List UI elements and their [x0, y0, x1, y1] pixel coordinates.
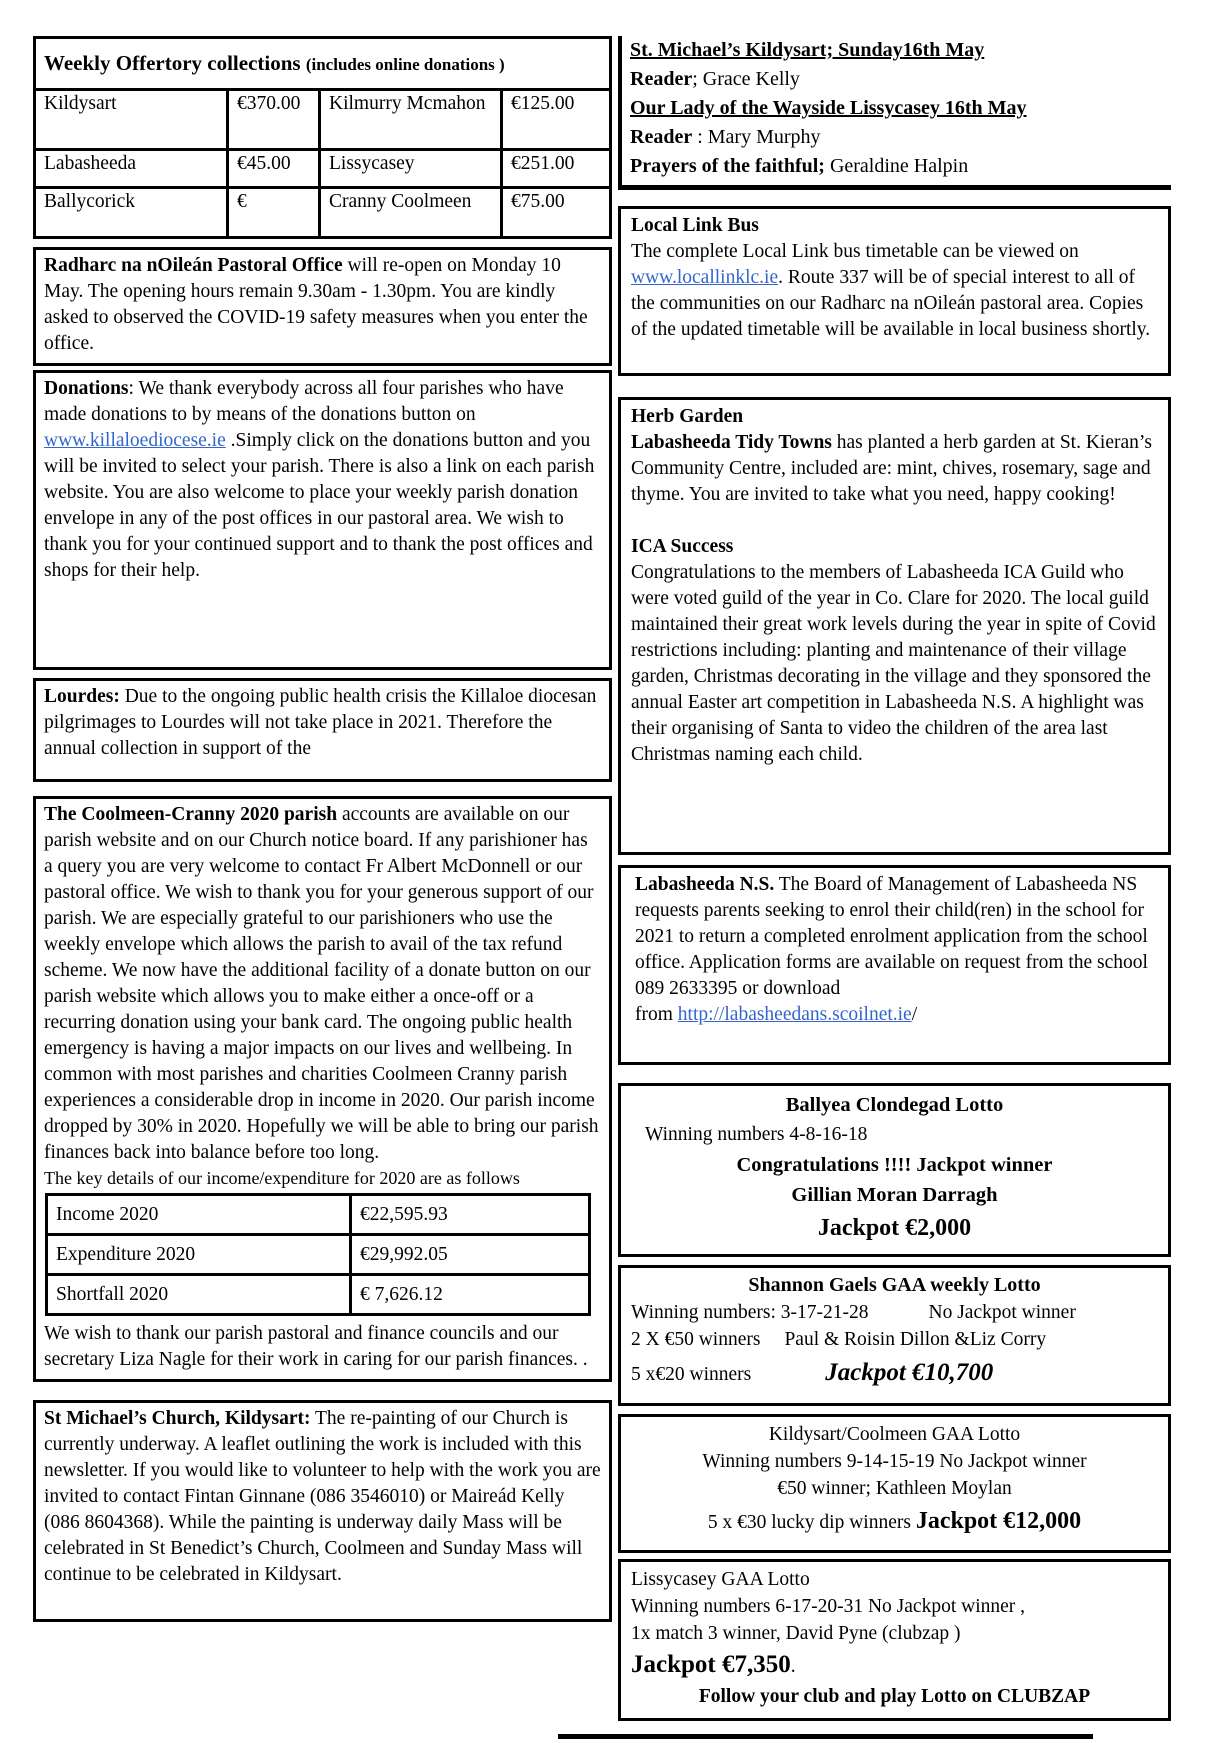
ballyea-congrats-line: Congratulations !!!! Jackpot winner — [736, 1154, 1053, 1176]
labasheeda-ns-section — [618, 865, 1171, 1065]
shannon-winning-numbers: Winning numbers: 3-17-21-28 — [631, 1302, 869, 1323]
lissycasey-jackpot-period: . — [790, 1656, 796, 1677]
pastoral-office-heading: Radharc na nOileán Pastoral Office — [44, 255, 343, 276]
kildysart-reader-line — [630, 65, 1171, 94]
coolmeen-paragraph — [44, 802, 601, 1166]
local-link-text — [631, 239, 1158, 343]
finance-value: €29,992.05 — [351, 1235, 590, 1275]
ica-success-text: Congratulations to the members of Labasheeda ICA Guild who were voted guild of the year in Co. Clare for 2020. The local guild maintained their great work levels during the year in spite of Covid restrictions including: planting and maintenance of their village garden, Christmas decorating in the village and they sponsored the annual Easter art competition in Labasheeda N.S. A highlight was their organising of Santa to video the children of the area last Christmas naming each child. — [631, 562, 1156, 765]
lissycasey-lotto-title: Lissycasey GAA Lotto — [631, 1569, 810, 1590]
labasheeda-ns-heading: Labasheeda N.S. — [635, 874, 775, 895]
ica-success-heading: ICA Success — [631, 536, 734, 557]
shannon-jackpot: Jackpot €10,700 — [825, 1359, 994, 1386]
finance-label: Income 2020 — [47, 1195, 351, 1235]
shannon-twenty-winners: 5 x€20 winners — [631, 1364, 752, 1385]
reader-label: Reader — [630, 68, 693, 90]
st-michaels-church-section — [33, 1400, 612, 1622]
herb-garden-heading: Herb Garden — [631, 406, 744, 427]
offertory-cell: €370.00 — [228, 90, 320, 150]
lissycasey-match3-winner: 1x match 3 winner, David Pyne (clubzap ) — [631, 1623, 961, 1644]
offertory-cell: Kilmurry Mcmahon — [320, 90, 502, 150]
key-details-line: The key details of our income/expenditure for 2020 are as follows — [44, 1168, 520, 1188]
coolmeen-text: accounts are available on our parish website and on our Church notice board. If any parishioner has a query you are very welcome to contact Fr Albert McDonnell or our pastoral office. We wish to thank you for your generous support of our parish. We are especially grateful to our parishioners who use the weekly envelope which allows the parish to avail of the tax refund scheme. We now have the additional facility of a donate button on our parish website which allows you to make either a once-off or a recurring donation using your bank card. The ongoing public health emergency is having a major impacts on our lives and wellbeing. In common with most parishes and charities Coolmeen Cranny parish experiences a considerable drop in income in 2020. Our parish income dropped by 30% in 2020. Hopefully we will be able to bring our parish finances back into balance before too long. — [44, 804, 599, 1163]
finance-row-shortfall — [47, 1275, 590, 1315]
donations-text-before: : We thank everybody across all four parishes who have made donations to by means of the donations button on — [44, 378, 564, 425]
kildysart-jackpot: Jackpot €12,000 — [915, 1508, 1082, 1534]
shannon-twenty-winners-line — [631, 1353, 1158, 1395]
right-column — [618, 36, 1171, 1721]
st-michaels-church-text: The re-painting of our Church is currently underway. A leaflet outlining the work is included with this newsletter. If you would like to volunteer to help with the work you are invited to contact Fintan Ginnane (086 3546010) or Maireád Kelly (086 8604368). While the painting is underway daily Mass will be celebrated in St Benedict’s Church, Coolmeen and Sunday Mass will continue to be celebrated in Kildysart. — [44, 1408, 601, 1585]
labasheeda-ns-after-link: / — [911, 1004, 918, 1025]
kildysart-fifty-winner: €50 winner; Kathleen Moylan — [777, 1478, 1012, 1499]
shannon-winning-numbers-line — [631, 1299, 1158, 1326]
finance-table — [45, 1193, 591, 1316]
left-column — [33, 36, 612, 1622]
pastoral-office-text: will re-open on Monday 10 May. The opening hours remain 9.30am - 1.30pm. You are kindly asked to observed the COVID-19 safety measures when you enter the office. — [44, 255, 588, 354]
pastoral-office-section — [33, 247, 612, 366]
lissycasey-reader-line — [630, 123, 1171, 152]
ballyea-jackpot: Jackpot €2,000 — [817, 1215, 972, 1241]
mass-readers-section — [618, 36, 1171, 190]
lourdes-text: Due to the ongoing public health crisis the Killaloe diocesan pilgrimages to Lourdes will not take place in 2021. Therefore the annual collection in support of the — [44, 686, 597, 759]
finance-label: Shortfall 2020 — [47, 1275, 351, 1315]
lourdes-section — [33, 678, 612, 782]
offertory-cell: €125.00 — [502, 90, 611, 150]
donations-heading: Donations — [44, 378, 129, 399]
offertory-cell: Ballycorick — [35, 188, 228, 238]
prayers-name: Geraldine Halpin — [824, 155, 969, 177]
shannon-fifty-winners-line — [631, 1326, 1158, 1353]
lissycasey-winning-numbers: Winning numbers 6-17-20-31 No Jackpot winner , — [631, 1596, 1026, 1617]
page-bottom-rule — [558, 1734, 1093, 1739]
labasheeda-ns-link-line — [635, 1002, 1158, 1028]
herb-garden-body: has planted a herb garden at St. Kieran’s Community Centre, included are: mint, chives, rosemary, sage and thyme. You are invited to take what you need, happy cooking! — [631, 432, 1152, 505]
offertory-title — [35, 38, 611, 90]
lissycasey-lotto-section — [618, 1559, 1171, 1721]
offertory-cell: Labasheeda — [35, 150, 228, 188]
lissycasey-mass-title: Our Lady of the Wayside Lissycasey 16th May — [630, 97, 1027, 119]
ballyea-winner-name: Gillian Moran Darragh — [791, 1184, 998, 1206]
offertory-title-row — [35, 38, 611, 90]
finance-row-expenditure — [47, 1235, 590, 1275]
ballyea-winning-numbers: Winning numbers 4-8-16-18 — [645, 1124, 868, 1145]
clubzap-footer: Follow your club and play Lotto on CLUBZAP — [698, 1686, 1091, 1707]
shannon-lotto-title: Shannon Gaels GAA weekly Lotto — [748, 1274, 1041, 1296]
reader-name: ; Grace Kelly — [692, 68, 800, 90]
offertory-cell: Lissycasey — [320, 150, 502, 188]
herb-garden-ica-section — [618, 397, 1171, 855]
kildysart-winning-numbers: Winning numbers 9-14-15-19 No Jackpot winner — [702, 1451, 1087, 1472]
finance-value: € 7,626.12 — [351, 1275, 590, 1315]
offertory-row — [35, 188, 611, 238]
offertory-cell: €75.00 — [502, 188, 611, 238]
reader-name: : Mary Murphy — [692, 126, 821, 148]
coolmeen-closing: We wish to thank our parish pastoral and finance councils and our secretary Liza Nagle for their work in caring for our parish finances. . — [44, 1323, 588, 1370]
local-link-after: . Route 337 will be of special interest to all of the communities on our Radharc na nOileán pastoral area. Copies of the updated timetable will be available in local business shortly. — [631, 267, 1151, 340]
kildysart-lotto-title: Kildysart/Coolmeen GAA Lotto — [768, 1424, 1021, 1445]
kildysart-lucky-dip: 5 x €30 lucky dip winners — [707, 1512, 916, 1533]
offertory-table — [33, 36, 612, 239]
coolmeen-heading: The Coolmeen-Cranny 2020 parish — [44, 804, 338, 825]
local-link-url[interactable]: www.locallinklc.ie — [631, 267, 779, 288]
ballyea-lotto-title: Ballyea Clondegad Lotto — [785, 1094, 1004, 1116]
school-website-link[interactable]: http://labasheedans.scoilnet.ie — [677, 1004, 912, 1025]
finance-value: €22,595.93 — [351, 1195, 590, 1235]
herb-garden-text — [631, 430, 1158, 508]
coolmeen-accounts-section — [33, 796, 612, 1382]
tidy-towns-name: Labasheeda Tidy Towns — [631, 432, 832, 453]
labasheeda-ns-text: The Board of Management of Labasheeda NS requests parents seeking to enrol their child(ren) in the school for 2021 to return a completed enrolment application from the school office. Application forms are available on request from the school 089 2633395 or download — [635, 874, 1148, 999]
lissycasey-jackpot-line — [631, 1647, 1158, 1683]
kildysart-lucky-dip-line — [631, 1502, 1158, 1542]
local-link-bus-section — [618, 206, 1171, 376]
labasheeda-ns-from: from — [635, 1004, 678, 1025]
prayers-line — [630, 152, 1171, 181]
shannon-gaels-lotto-section — [618, 1265, 1171, 1406]
prayers-label: Prayers of the faithful; — [630, 155, 825, 177]
offertory-cell: €251.00 — [502, 150, 611, 188]
offertory-title-text: Weekly Offertory collections — [44, 51, 306, 75]
shannon-no-jackpot: No Jackpot winner — [928, 1302, 1076, 1323]
offertory-row — [35, 90, 611, 150]
offertory-cell: € — [228, 188, 320, 238]
shannon-fifty-winners: 2 X €50 winners — [631, 1329, 761, 1350]
finance-label: Expenditure 2020 — [47, 1235, 351, 1275]
kildysart-coolmeen-lotto-section — [618, 1414, 1171, 1553]
lourdes-heading: Lourdes: — [44, 686, 120, 707]
st-michaels-church-heading: St Michael’s Church, Kildysart: — [44, 1408, 311, 1429]
donations-text-after: .Simply click on the donations button and you will be invited to select your parish. There is also a link on each parish website. You are also welcome to place your weekly parish donation envelope in any of the post offices in our pastoral area. We wish to thank you for your continued support and to thank the post offices and shops for their help. — [44, 430, 595, 581]
offertory-cell: €45.00 — [228, 150, 320, 188]
local-link-heading: Local Link Bus — [631, 215, 759, 236]
finance-row-income — [47, 1195, 590, 1235]
lissycasey-jackpot: Jackpot €7,350 — [631, 1651, 791, 1678]
diocese-donations-link[interactable]: www.killaloediocese.ie — [44, 430, 226, 451]
offertory-title-note: (includes online donations ) — [305, 55, 505, 74]
shannon-fifty-winner-names: Paul & Roisin Dillon &Liz Corry — [784, 1329, 1047, 1350]
ballyea-lotto-section — [618, 1083, 1171, 1257]
offertory-row — [35, 150, 611, 188]
offertory-cell: Kildysart — [35, 90, 228, 150]
local-link-before: The complete Local Link bus timetable can be viewed on — [631, 241, 1079, 262]
donations-section — [33, 370, 612, 670]
kildysart-mass-title: St. Michael’s Kildysart; Sunday16th May — [630, 39, 985, 61]
reader-label: Reader — [630, 126, 693, 148]
offertory-cell: Cranny Coolmeen — [320, 188, 502, 238]
